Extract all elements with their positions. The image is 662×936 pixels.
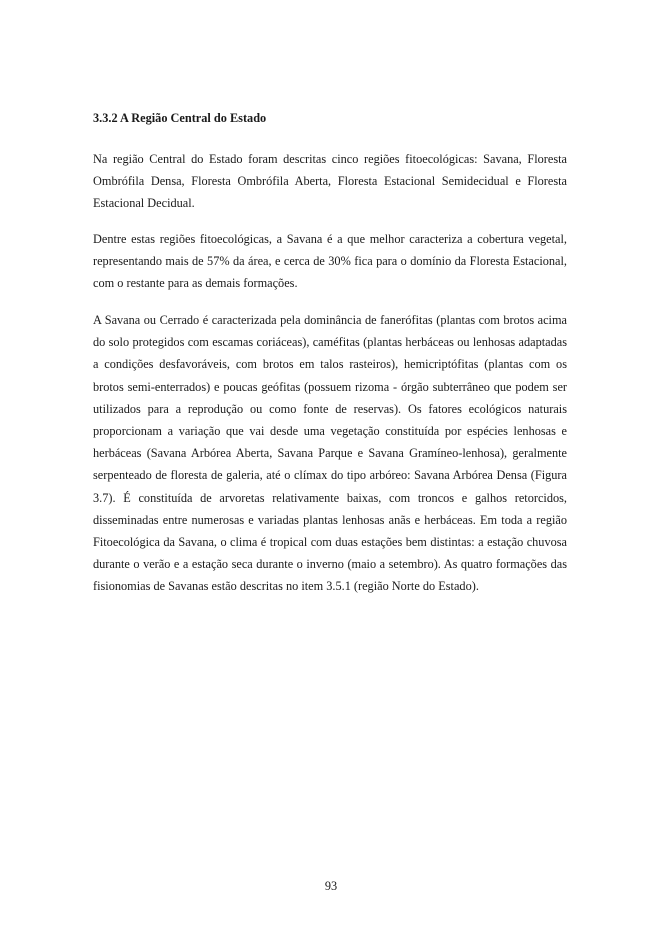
page-number: 93 bbox=[324, 879, 338, 893]
paragraph-savana-coverage: Dentre estas regiões fitoecológicas, a Savana é a que melhor caracteriza a cobertura vegetal, representando mais de 57% da área, e cerca de 30% fica para o domínio da Floresta Estacional, com o restante para as demais formações. bbox=[93, 232, 567, 291]
paragraph-savana-description: A Savana ou Cerrado é caracterizada pela dominância de fanerófitas (plantas com brotos acima do solo protegidos com escamas coriáceas), caméfitas (plantas herbáceas ou lenhosas adaptadas a condições desfavoráveis, com brotos em talos rasteiros), hemicriptófitas (plantas com os brotos semi-enterrados) e poucas geófitas (possuem rizoma - órgão subterrâneo que podem ser utilizados para a reprodução ou como fonte de reservas). Os fatores ecológicos naturais proporcionam a variação que vai desde uma vegetação constituída por espécies lenhosas e herbáceas (Savana Arbórea Aberta, Savana Parque e Savana Gramíneo-lenhosa), geralmente serpenteado de floresta de galeria, até o clímax do tipo arbóreo: Savana Arbórea Densa (Figura 3.7). É constituída de arvoretas relativamente baixas, com troncos e galhos retorcidos, disseminadas entre numerosas e variadas plantas lenhosas anãs e herbáceas. Em toda a região Fitoecológica da Savana, o clima é tropical com duas estações bem distintas: a estação chuvosa durante o verão e a estação seca durante o inverno (maio a setembro). As quatro formações das fisionomias de Savanas estão descritas no item 3.5.1 (região Norte do Estado). bbox=[93, 313, 567, 594]
section-heading: 3.3.2 A Região Central do Estado bbox=[93, 111, 267, 125]
paragraph-regions: Na região Central do Estado foram descritas cinco regiões fitoecológicas: Savana, Floresta Ombrófila Densa, Floresta Ombrófila Aberta, Floresta Estacional Semidecidual e Floresta Estacional Decidual. bbox=[93, 152, 567, 211]
